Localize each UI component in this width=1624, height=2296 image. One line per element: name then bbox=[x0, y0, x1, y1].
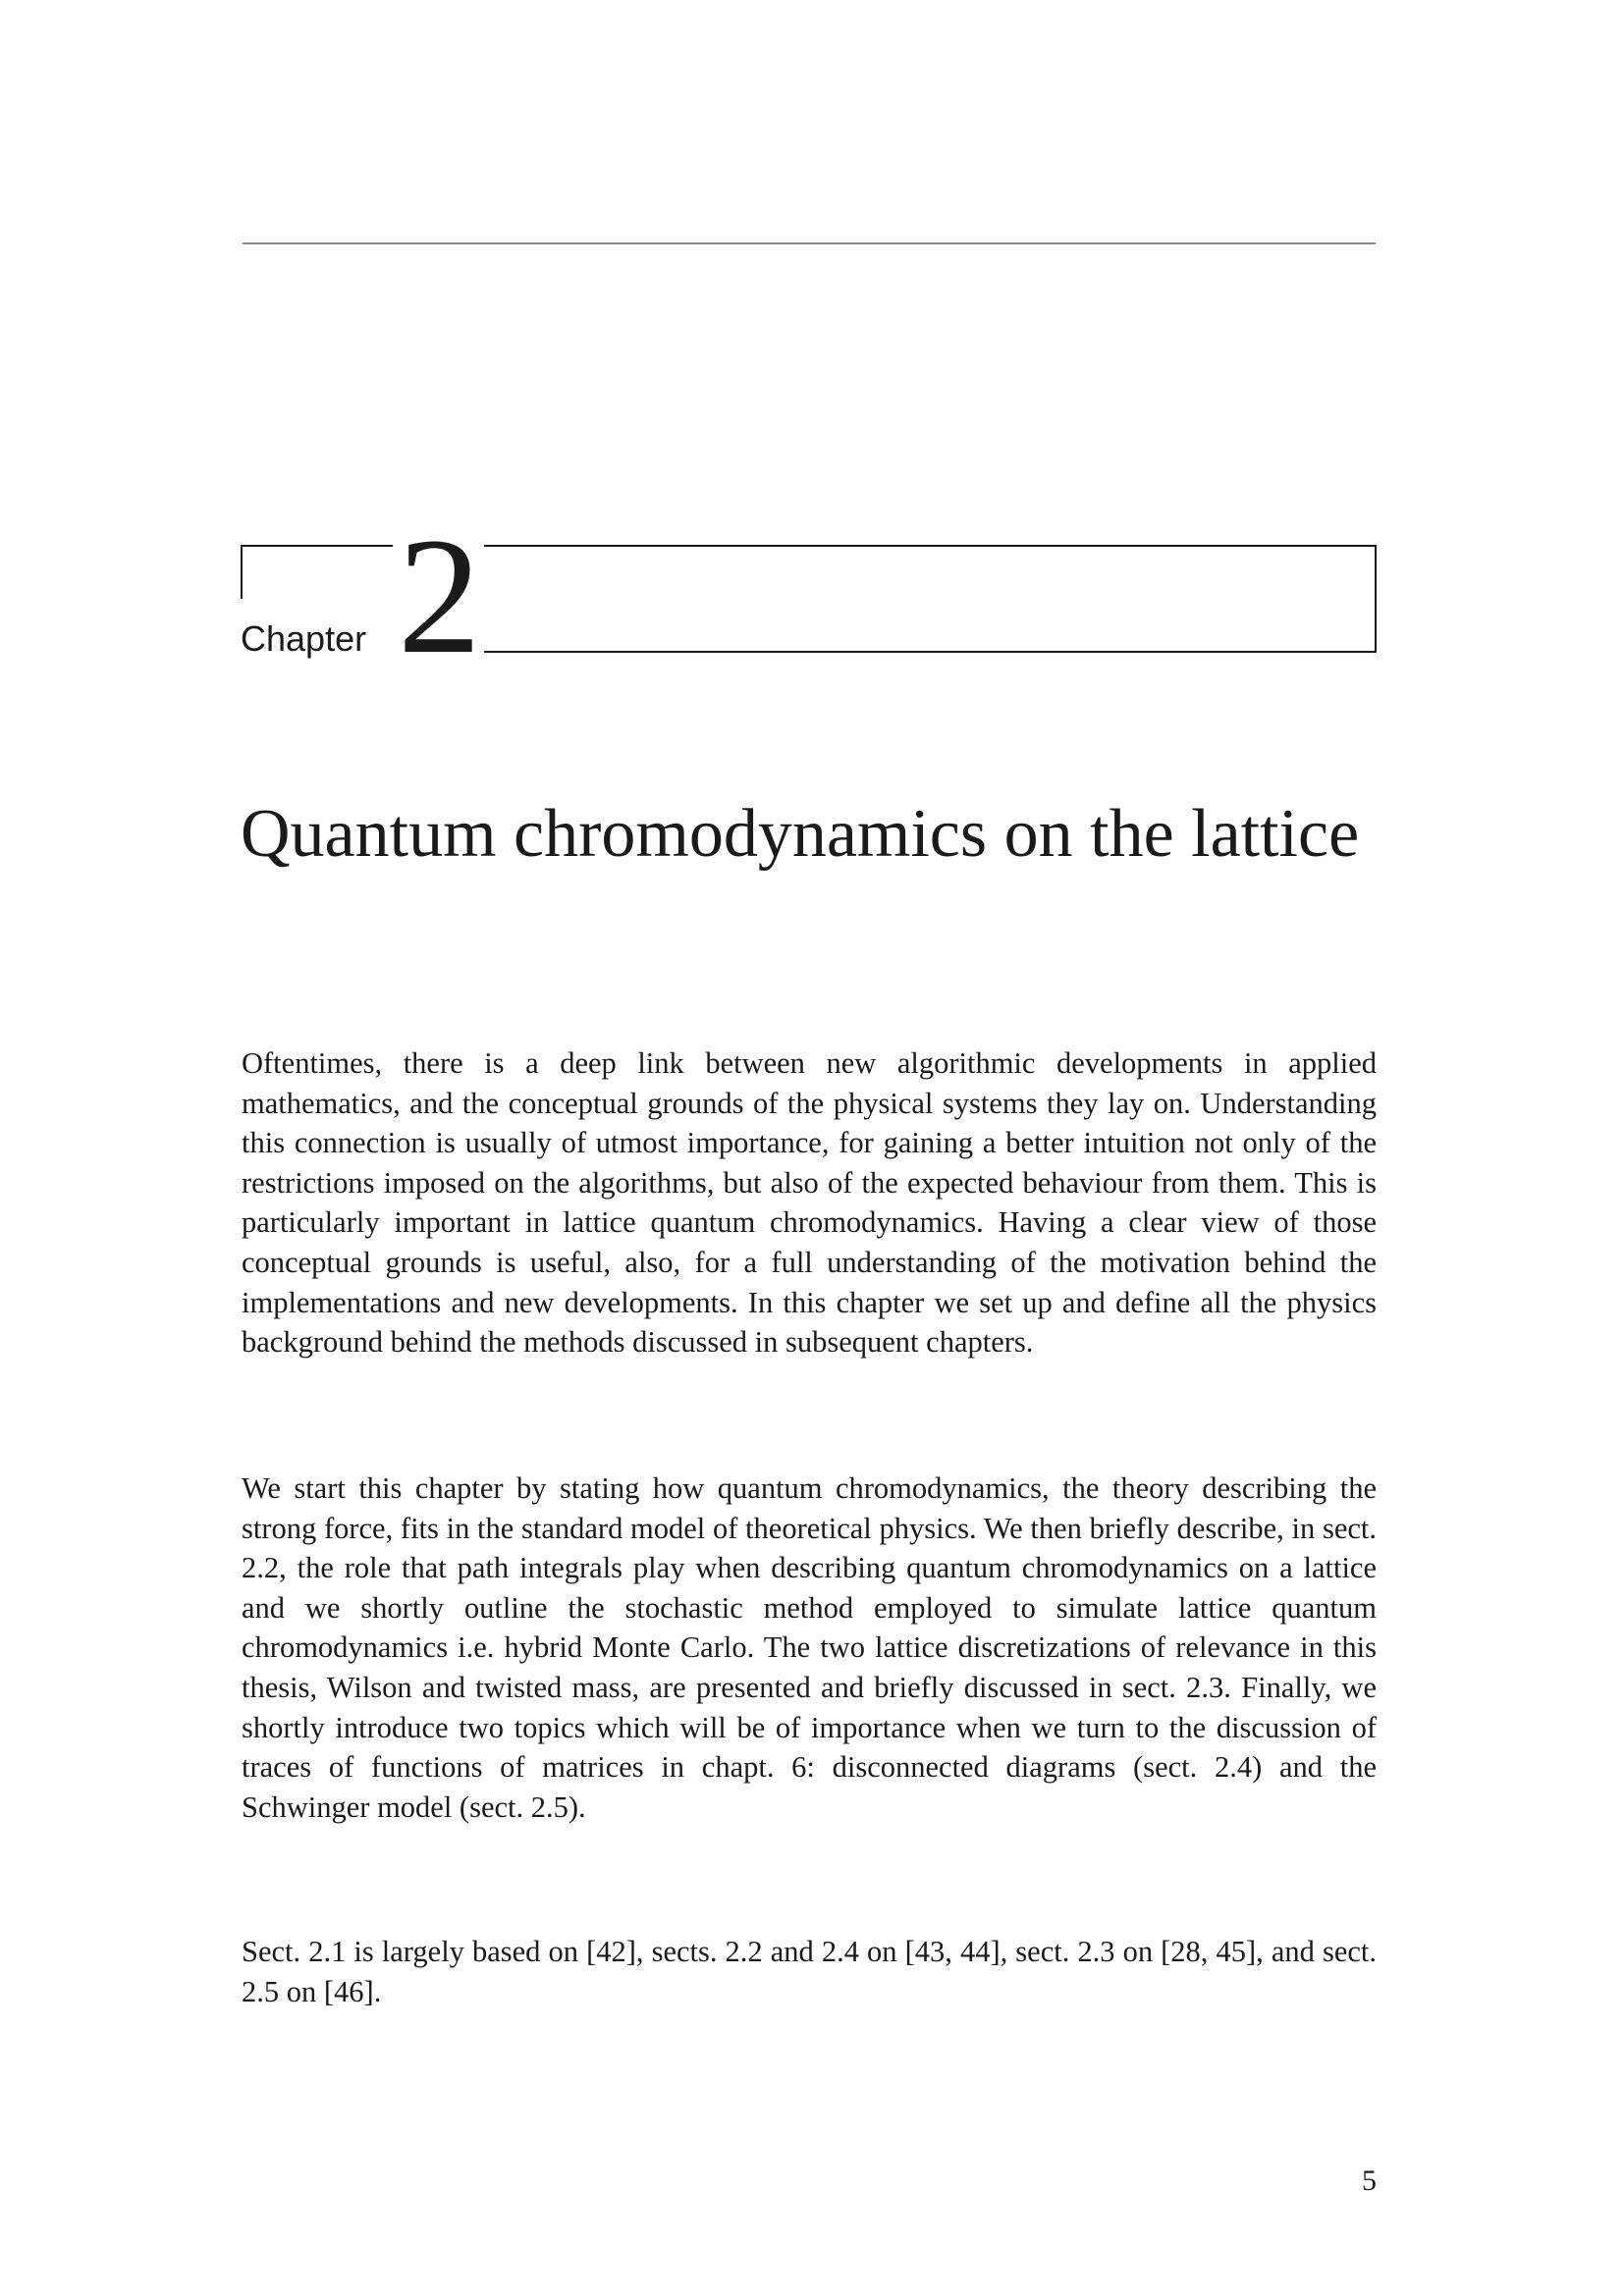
chapter-label: Chapter bbox=[241, 618, 367, 659]
chapter-title: Quantum chromodynamics on the lattice bbox=[241, 796, 1360, 872]
intro-paragraph: Oftentimes, there is a deep link between new algorithmic developments in applied mathematics, and the conceptual grounds of the physical systems they lay on. Understanding this connection is usually of utmost importance, for gaining a better intuition not only of the restrictions imposed on the algorithms, but also of the expected behaviour from them. This is particularly important in lattice quantum chromodynamics. Having a clear view of those conceptual grounds is useful, also, for a full understanding of the motivation behind the implementations and new developments. In this chapter we set up and define all the physics background behind the methods discussed in subsequent chapters. bbox=[242, 1046, 1377, 1360]
sources-paragraph: Sect. 2.1 is largely based on [42], sects. 2.2 and 2.4 on [43, 44], sect. 2.3 on [28, 45], and sect. 2.5 on [46]. bbox=[242, 1935, 1377, 2008]
chapter-frame-top bbox=[484, 545, 1377, 547]
chapter-frame-left-side bbox=[241, 545, 243, 599]
page-number: 5 bbox=[1362, 2164, 1377, 2197]
chapter-frame-right-side bbox=[1375, 545, 1377, 653]
chapter-frame-bottom bbox=[484, 651, 1377, 653]
outline-paragraph: We start this chapter by stating how quantum chromodynamics, the theory describing the strong force, fits in the standard model of theoretical physics. We then briefly describe, in sect. 2.2, the role that path integrals play when describing quantum chromodynamics on a lattice and we shortly outline the stochastic method employed to simulate lattice quantum chromodynamics i.e. hybrid Monte Carlo. The two lattice discretizations of relevance in this thesis, Wilson and twisted mass, are presented and briefly discussed in sect. 2.3. Finally, we shortly introduce two topics which will be of importance when we turn to the discussion of traces of functions of matrices in chapt. 6: disconnected diagrams (sect. 2.4) and the Schwinger model (sect. 2.5). bbox=[242, 1471, 1377, 1824]
chapter-number: 2 bbox=[398, 504, 481, 688]
header-rule bbox=[243, 242, 1376, 244]
chapter-frame-left-top bbox=[241, 545, 393, 547]
chapter-heading bbox=[241, 504, 1377, 688]
